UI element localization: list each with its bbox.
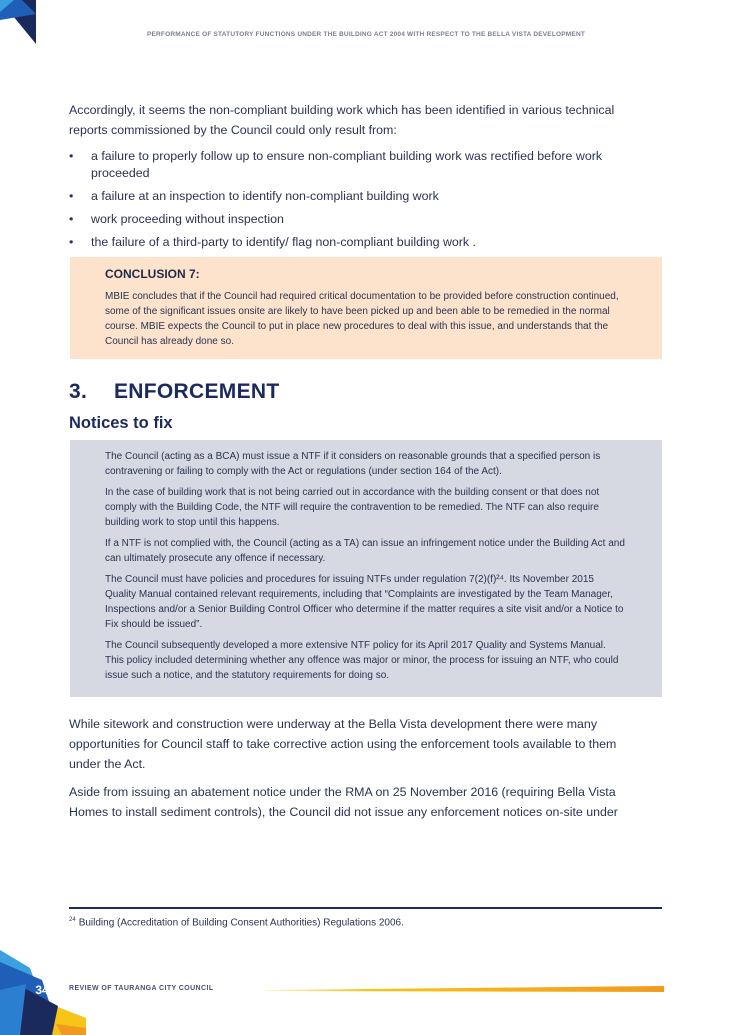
list-item: • work proceeding without inspection (69, 212, 284, 226)
section-heading (69, 380, 644, 404)
bullet-icon: • (69, 149, 74, 163)
page-number: 34 (35, 983, 49, 997)
list-item: • a failure at an inspection to identify non-compliant building work (69, 189, 439, 203)
footnote-marker: 24 (69, 917, 76, 923)
box-paragraph: If a NTF is not complied with, the Council (acting as a TA) can issue an infringement notice under the Building Act and can ultimately prosecute any offence if necessary. (105, 538, 625, 564)
bullet-icon: • (69, 235, 74, 249)
box-paragraph: In the case of building work that is not being carried out in accordance with the building consent or that does not comply with the Building Code, the NTF will require the contravention to be remedied. The NTF can also require building work to stop until this happens. (105, 487, 600, 528)
footer-accent-bar (266, 985, 664, 993)
box-paragraph: The Council must have policies and procedures for issuing NTFs under regulation 7(2)(f)²⁴. Its November 2015 Quality Manual contained relevant requirements, including that “Complaints are investigated by the Team Manager, Inspections and/or a Senior Building Control Officer who determine if the matter requires a site visit and/or a Notice to Fix should be issued”. (105, 574, 624, 630)
box-paragraph: The Council subsequently developed a more extensive NTF policy for its April 2017 Quality and Systems Manual. This policy included determining whether any offence was major or minor, the process for issuing an NTF, who could issue such a notice, and the statutory requirements for doing so. (105, 640, 619, 681)
intro-paragraph: Accordingly, it seems the non-compliant building work which has been identified in various technical reports commissioned by the Council could only result from: (69, 103, 615, 137)
list-item: • a failure to properly follow up to ensure non-compliant building work was rectified before work proceeded (69, 149, 603, 180)
section-title: ENFORCEMENT (114, 380, 280, 403)
body-paragraph: Aside from issuing an abatement notice under the RMA on 25 November 2016 (requiring Bella Vista Homes to install sediment controls), the Council did not issue any enforcement notices on-site under (69, 785, 618, 819)
conclusion-box (70, 257, 662, 359)
section-number: 3. (69, 380, 88, 403)
body-paragraph: While sitework and construction were underway at the Bella Vista development there were many opportunities for Council staff to take corrective action using the enforcement tools available to them under the Act. (69, 717, 617, 771)
box-paragraph: The Council (acting as a BCA) must issue a NTF if it considers on reasonable grounds that a specified person is contravening or failing to comply with the Act or regulations (under section 164 of the Act). (105, 451, 601, 477)
subsection-heading: Notices to fix (69, 414, 173, 432)
footer-title: REVIEW OF TAURANGA CITY COUNCIL (69, 985, 214, 992)
running-header: PERFORMANCE OF STATUTORY FUNCTIONS UNDER THE BUILDING ACT 2004 WITH RESPECT TO THE BELLA VISTA DEVELOPMENT (146, 31, 586, 38)
main-content (69, 100, 644, 830)
list-item: • the failure of a third-party to identify/ flag non-compliant building work . (69, 235, 476, 249)
footnote (69, 917, 404, 928)
footnote-text: Building (Accreditation of Building Consent Authorities) Regulations 2006. (78, 917, 404, 929)
bullet-list (69, 148, 644, 251)
bullet-icon: • (69, 189, 74, 203)
conclusion-title: CONCLUSION 7: (105, 267, 200, 281)
legal-context-box (70, 440, 662, 697)
footnote-divider (69, 907, 662, 909)
conclusion-body: MBIE concludes that if the Council had required critical documentation to be provided before construction continued, some of the significant issues onsite are likely to have been picked up and been able to be remedied in the normal course. MBIE expects the Council to put in place new procedures to deal with this issue, and understands that the Council has already done so. (105, 291, 619, 347)
bullet-icon: • (69, 212, 74, 226)
